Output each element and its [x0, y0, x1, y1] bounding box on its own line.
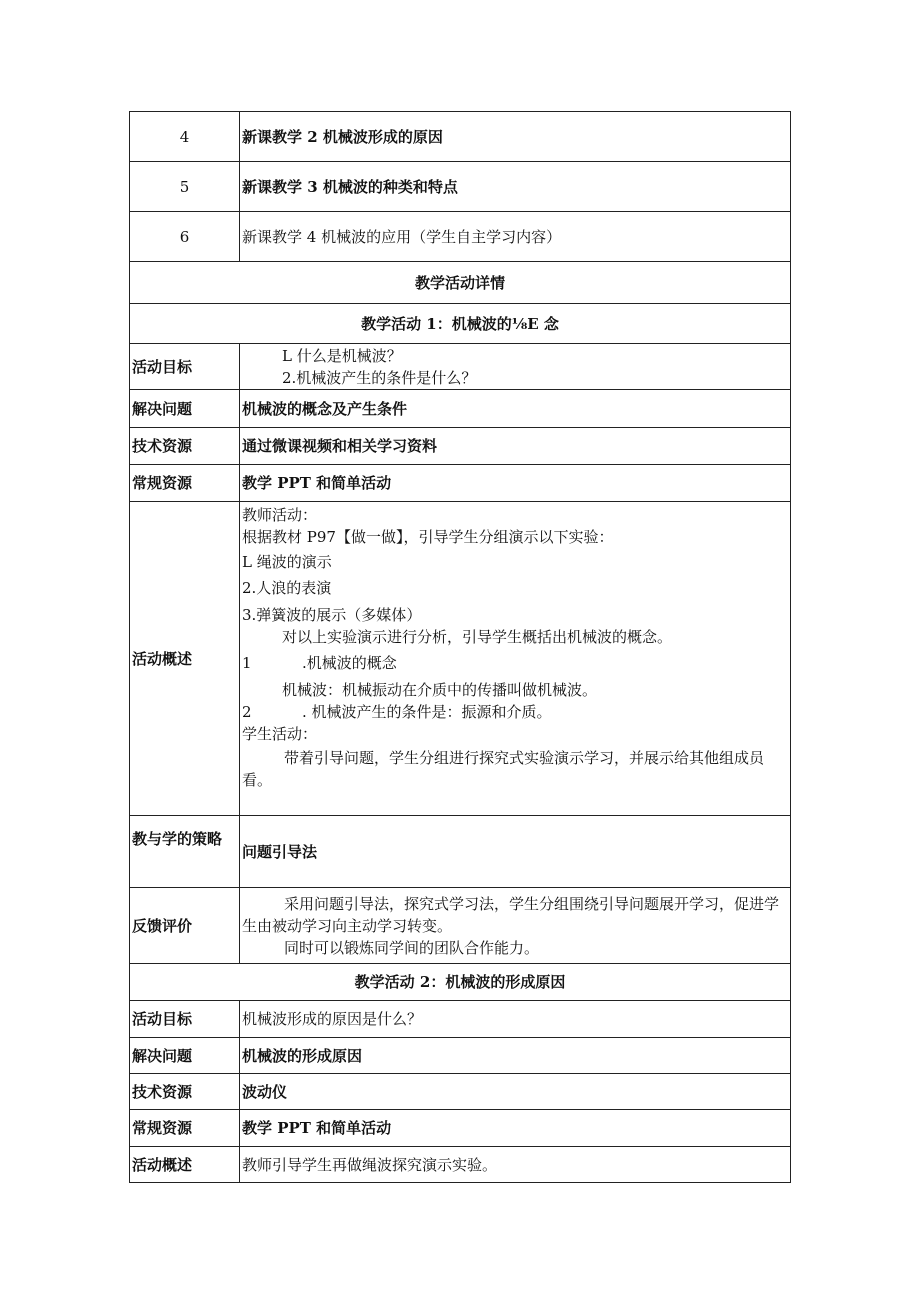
section-title: 教学活动详情 [130, 262, 791, 304]
row-text: 新课教学 3 机械波的种类和特点 [240, 162, 791, 212]
item-number: 2 [242, 703, 252, 721]
table-row [130, 212, 791, 262]
table-row [130, 428, 791, 465]
table-row [130, 465, 791, 502]
overview-line: 3.弹簧波的展示（多媒体） [242, 606, 422, 624]
table-row [130, 344, 791, 390]
goal-label: 活动目标 [130, 1001, 240, 1038]
table-row [130, 1110, 791, 1147]
lesson-plan-table [129, 111, 791, 1183]
row-text: 新课教学 2 机械波形成的原因 [240, 112, 791, 162]
table-row [130, 162, 791, 212]
row-number: 6 [130, 212, 240, 262]
overview-line: 机械波：机械振动在介质中的传播叫做机械波。 [282, 681, 598, 699]
row-number: 4 [130, 112, 240, 162]
section-title-row [130, 262, 791, 304]
feedback-cell [240, 888, 791, 964]
overview-label: 活动概述 [130, 502, 240, 816]
problem-value: 机械波的形成原因 [240, 1038, 791, 1074]
table-row [130, 1038, 791, 1074]
activity-title-row [130, 304, 791, 344]
regular-value: 教学 PPT 和简单活动 [240, 465, 791, 502]
problem-value: 机械波的概念及产生条件 [240, 390, 791, 428]
row-number: 5 [130, 162, 240, 212]
goal-label: 活动目标 [130, 344, 240, 390]
table-row [130, 1147, 791, 1183]
activity2-title: 教学活动 2：机械波的形成原因 [130, 964, 791, 1001]
overview-line: L 绳波的演示 [242, 553, 332, 571]
tech-label: 技术资源 [130, 428, 240, 465]
feedback-label: 反馈评价 [130, 888, 240, 964]
overview-line: 对以上实验演示进行分析，引导学生概括出机械波的概念。 [282, 628, 673, 646]
tech-value: 通过微课视频和相关学习资料 [240, 428, 791, 465]
table-row [130, 112, 791, 162]
strategy-value: 问题引导法 [240, 816, 791, 888]
table-row [130, 390, 791, 428]
goal-value: 机械波形成的原因是什么？ [240, 1001, 791, 1038]
goal-cell [240, 344, 791, 390]
overview-label: 活动概述 [130, 1147, 240, 1183]
overview-paragraph: 带着引导问题，学生分组进行探究式实验演示学习，并展示给其他组成员看。 [242, 749, 765, 789]
table-row [130, 1001, 791, 1038]
problem-label: 解决问题 [130, 390, 240, 428]
strategy-label: 教与学的策略 [130, 816, 240, 888]
item-text: . 机械波产生的条件是：振源和介质。 [302, 703, 552, 721]
regular-label: 常规资源 [130, 465, 240, 502]
feedback-paragraph: 同时可以锻炼同学间的团队合作能力。 [284, 938, 540, 957]
feedback-paragraph: 采用问题引导法，探究式学习法，学生分组围绕引导问题展开学习，促进学生由被动学习向主动学习转变。 [242, 894, 780, 935]
row-text: 新课教学 4 机械波的应用（学生自主学习内容） [240, 212, 791, 262]
activity-title-row [130, 964, 791, 1001]
regular-value: 教学 PPT 和简单活动 [240, 1110, 791, 1147]
overview-value: 教师引导学生再做绳波探究演示实验。 [240, 1147, 791, 1183]
table-row [130, 816, 791, 888]
regular-label: 常规资源 [130, 1110, 240, 1147]
overview-line: 教师活动： [242, 506, 318, 524]
overview-numbered-line [242, 701, 788, 723]
tech-value: 波动仪 [240, 1074, 791, 1110]
goal-line: L 什么是机械波？ [282, 346, 402, 365]
tech-label: 技术资源 [130, 1074, 240, 1110]
item-number: 1 [242, 654, 252, 672]
table-row [130, 888, 791, 964]
table-row [130, 502, 791, 816]
overview-line: 学生活动： [242, 725, 318, 743]
problem-label: 解决问题 [130, 1038, 240, 1074]
overview-numbered-line [242, 652, 788, 674]
overview-cell [240, 502, 791, 816]
overview-line: 根据教材 P97【做一做】，引导学生分组演示以下实验： [242, 528, 614, 546]
activity1-title: 教学活动 1：机械波的⅛E 念 [130, 304, 791, 344]
overview-line: 2.人浪的表演 [242, 579, 332, 597]
goal-line: 2.机械波产生的条件是什么？ [282, 368, 477, 387]
table-row [130, 1074, 791, 1110]
item-text: .机械波的概念 [302, 654, 397, 672]
